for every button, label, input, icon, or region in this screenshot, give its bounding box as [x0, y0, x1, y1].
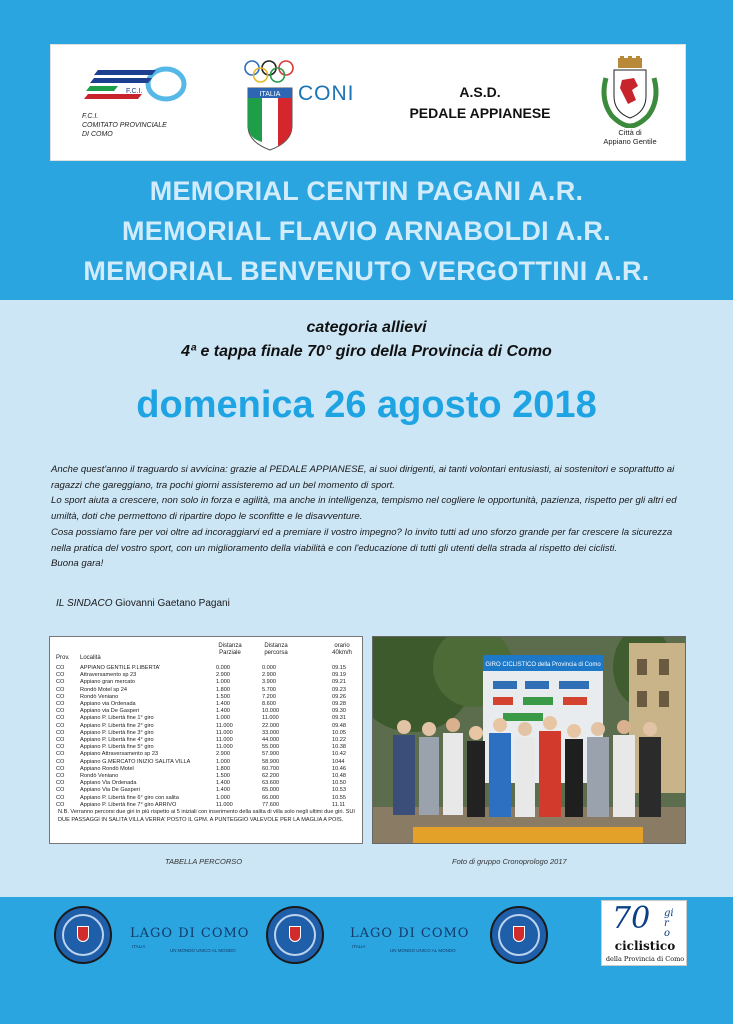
- cell-parz: 11.000: [216, 801, 233, 808]
- cell-perc: 11.000: [262, 715, 279, 722]
- cell-parz: 1.400: [216, 780, 230, 787]
- cell-loc: Appiano via Ordenada: [80, 701, 136, 707]
- cell-ora: 11.11: [332, 801, 346, 808]
- cell-ora: 10.46: [332, 765, 346, 772]
- memorial-titles: [0, 171, 733, 291]
- photo-caption: Foto di gruppo Cronoprologo 2017: [452, 857, 567, 866]
- cell-loc: Rondò Motel sp 24: [80, 686, 127, 693]
- city-crest: [598, 56, 662, 156]
- cell-prov: CO: [56, 780, 65, 787]
- event-date: domenica 26 agosto 2018: [136, 384, 597, 426]
- olympic-rings-icon: [242, 58, 298, 154]
- giro-word: giro: [664, 908, 674, 939]
- cell-parz: 11.000: [216, 722, 233, 729]
- cell-loc: Appiano P. Libertà fine 3° giro: [80, 729, 154, 736]
- cell-parz: 1.000: [216, 794, 230, 801]
- table-caption: TABELLA PERCORSO: [165, 857, 243, 866]
- cell-ora: 09.30: [332, 708, 346, 715]
- cell-prov: CO: [56, 765, 65, 772]
- signature-name: Giovanni Gaetano Pagani: [115, 598, 230, 609]
- cell-perc: 7.200: [262, 693, 276, 700]
- categoria-line: categoria allievi: [306, 319, 427, 336]
- giro-provincia: della Provincia di Como: [605, 955, 685, 963]
- group-photo-image: [373, 637, 686, 844]
- cell-perc: 60.700: [262, 765, 280, 772]
- header-orario: orario 40km/h: [332, 643, 352, 656]
- cell-ora: 09.28: [332, 701, 346, 707]
- cell-ora: 09.31: [332, 715, 346, 722]
- cell-parz: 11.000: [216, 729, 233, 736]
- cell-loc: Appiano gran mercato: [80, 679, 136, 686]
- cell-loc: Appiano Attraversamento sp 23: [80, 751, 159, 758]
- cell-loc: Rondò Veniano: [80, 773, 119, 779]
- fci-caption-line: F.C.I.: [82, 113, 99, 120]
- cell-prov: CO: [56, 744, 65, 751]
- cell-loc: Appiano G.MERCATO INIZIO SALITA VILLA: [80, 758, 191, 765]
- lago-italia: ITALIA: [352, 944, 366, 949]
- cell-perc: 65.000: [262, 787, 280, 794]
- cell-perc: 5.700: [262, 686, 276, 693]
- cell-loc: Appiano Via Ordenada: [80, 780, 137, 787]
- fci-logo-text: F.C.I.: [126, 88, 143, 95]
- cell-perc: 66.000: [262, 794, 280, 801]
- cell-loc: Rondò Veniano: [80, 693, 119, 700]
- cell-parz: 1.000: [216, 679, 230, 686]
- coni-wordmark: CONI: [298, 82, 355, 105]
- lago-di-como-logo: [350, 918, 470, 962]
- race-category: [0, 316, 733, 364]
- cell-prov: CO: [56, 686, 65, 693]
- cell-ora: 10.50: [332, 780, 346, 787]
- photo-banner-text: GIRO CICLISTICO della Provincia di Como: [485, 662, 601, 668]
- cell-parz: 1.400: [216, 787, 230, 794]
- cell-ora: 09.15: [332, 665, 346, 671]
- cell-loc: Appiano P. Libertà fine 4° giro: [80, 737, 154, 743]
- route-note: N.B. Verranno percorsi due giri in più rispetto ai 5 iniziali con inserimento della salita di villa solo negli ultimi due giri. SUI DUE PASSAGGI IN SALITA VILLA VERRA' POSTO IL GPM. A PUNTEGGIO VALEVOLE PER LA MAGLIA A POIS.: [58, 809, 355, 823]
- letter-paragraph: Anche quest'anno il traguardo si avvicina: grazie al PEDALE APPIANESE, ai suoi dirigenti, ai tanti volontari entusiasti, ai sostenitori e soprattutto ai ragazzi che gareggiano, tra pochi giorni assisteremo ad un bel momento di sport.: [51, 464, 675, 491]
- cell-perc: 33.000: [262, 729, 280, 736]
- cell-perc: 58.900: [262, 758, 280, 765]
- header-prov: Prov.: [56, 655, 70, 661]
- cell-prov: CO: [56, 679, 65, 686]
- cell-parz: 1.000: [216, 758, 230, 765]
- cell-ora: 10.42: [332, 751, 346, 758]
- cell-ora: 09.48: [332, 722, 346, 729]
- cell-perc: 0.000: [262, 665, 276, 671]
- cell-prov: CO: [56, 801, 65, 808]
- signature-title: IL SINDACO: [56, 598, 113, 609]
- cell-prov: CO: [56, 787, 65, 794]
- cell-loc: APPIANO GENTILE P.LIBERTA': [80, 665, 161, 671]
- cell-perc: 57.900: [262, 751, 280, 758]
- cell-ora: 09.21: [332, 679, 346, 686]
- header-dist-percorsa: Distanza percorsa: [264, 643, 288, 656]
- cell-ora: 10.48: [332, 773, 346, 779]
- cell-parz: 1.500: [216, 773, 230, 779]
- asd-line: A.S.D.: [459, 84, 501, 100]
- lago-italia: ITALIA: [132, 944, 146, 949]
- cell-prov: CO: [56, 722, 65, 729]
- giro-number: 70: [612, 901, 651, 936]
- route-table: [49, 636, 363, 844]
- cell-parz: 1.500: [216, 693, 230, 700]
- cell-prov: CO: [56, 751, 65, 758]
- lago-wordmark: LAGO DI COMO: [130, 926, 250, 941]
- fci-badge-icon: [54, 906, 112, 964]
- cell-ora: 09.23: [332, 686, 346, 693]
- group-photo: [372, 636, 686, 844]
- fci-badge-icon: [490, 906, 548, 964]
- coni-flag-text: ITALIA: [259, 91, 281, 98]
- cell-ora: 09.26: [332, 693, 346, 700]
- cell-ora: 10.55: [332, 794, 346, 801]
- giro-ciclistico: ciclistico: [614, 939, 676, 953]
- fci-caption-line: COMITATO PROVINCIALE: [82, 122, 167, 129]
- cell-perc: 10.000: [262, 708, 280, 715]
- fci-stripes-icon: [82, 64, 192, 110]
- lago-wordmark: LAGO DI COMO: [350, 926, 470, 941]
- cell-parz: 1.000: [216, 715, 230, 722]
- cell-loc: Appiano Rondò Motel: [80, 765, 134, 772]
- cell-ora: 10.22: [332, 737, 346, 743]
- cell-prov: CO: [56, 708, 65, 715]
- cell-perc: 8.600: [262, 701, 276, 707]
- cell-prov: CO: [56, 794, 65, 801]
- crest-shield-icon: [598, 56, 662, 128]
- lago-di-como-logo: [130, 918, 250, 962]
- letter-paragraph: Cosa possiamo fare per voi oltre ad incoraggiarvi ed a premiare il vostro impegno? Io invito tutti ad uno sforzo grande per far crescere la sicurezza nella pratica del vostro sport, con un miglioramento della viabilità e con l'educazione di tutti gli utenti della strada al rispetto dei ciclisti.: [51, 526, 673, 554]
- cell-parz: 11.000: [216, 744, 233, 751]
- memorial-title: MEMORIAL CENTIN PAGANI A.R.: [149, 176, 584, 206]
- cell-perc: 2.900: [262, 672, 276, 679]
- cell-loc: Appiano P. Libertà fine 1° giro: [80, 715, 154, 722]
- cell-ora: 1044: [332, 758, 345, 765]
- cell-parz: 11.000: [216, 737, 233, 743]
- cell-loc: Appiano via De Gasperi: [80, 708, 140, 715]
- cell-parz: 1.800: [216, 686, 230, 693]
- cell-loc: Appiano Via De Gasperi: [80, 787, 140, 794]
- lago-slogan: UN MONDO UNICO AL MONDO: [390, 948, 456, 953]
- cell-perc: 77.600: [262, 801, 280, 808]
- cell-loc: Attraversamento sp 23: [80, 672, 137, 679]
- cell-parz: 0.000: [216, 665, 230, 671]
- letter-paragraph: Lo sport aiuta a crescere, non solo in forza e agilità, ma anche in intelligenza, tempismo nel cogliere le opportunità, pazienza, rispetto per gli altri ed umiltà, doti che permettono di ripartire dopo le sconfitte e le disavventure.: [51, 495, 677, 523]
- letter-paragraph: Buona gara!: [51, 558, 104, 570]
- fci-caption-line: DI COMO: [82, 131, 113, 138]
- cell-prov: CO: [56, 701, 65, 707]
- cell-prov: CO: [56, 758, 65, 765]
- giro-70-logo: [601, 900, 687, 966]
- cell-loc: Appiano P. Libertà fine 6° giro con salita: [80, 794, 179, 801]
- cell-perc: 63.600: [262, 780, 280, 787]
- cell-ora: 10.53: [332, 787, 346, 794]
- coni-logo: [242, 58, 372, 154]
- city-caption-line: Città di: [618, 128, 642, 137]
- mayor-letter: [51, 462, 691, 572]
- header-dist-parziale: Distanza Parziale: [218, 643, 242, 656]
- asd-club-name: [392, 82, 568, 124]
- cell-parz: 1.400: [216, 708, 230, 715]
- cell-ora: 09.19: [332, 672, 346, 679]
- tappa-line: 4ª e tappa finale 70° giro della Provincia di Como: [181, 343, 552, 360]
- asd-club-line: PEDALE APPIANESE: [409, 105, 551, 121]
- cell-perc: 3.900: [262, 679, 276, 686]
- memorial-title: MEMORIAL FLAVIO ARNABOLDI A.R.: [122, 216, 611, 246]
- cell-perc: 62.200: [262, 773, 280, 779]
- cell-prov: CO: [56, 773, 65, 779]
- cell-prov: CO: [56, 715, 65, 722]
- cell-prov: CO: [56, 665, 65, 671]
- cell-ora: 10.05: [332, 729, 346, 736]
- cell-ora: 10.38: [332, 744, 346, 751]
- cell-prov: CO: [56, 737, 65, 743]
- city-caption-line: Appiano Gentile: [603, 137, 657, 146]
- fci-badge-icon: [266, 906, 324, 964]
- cell-perc: 22.000: [262, 722, 280, 729]
- cell-loc: Appiano P. Libertà fine 2° giro: [80, 722, 154, 729]
- cell-perc: 55.000: [262, 744, 280, 751]
- lago-slogan: UN MONDO UNICO AL MONDO: [170, 948, 236, 953]
- cell-loc: Appiano P. Libertà fine 7° giro ARRIVO: [80, 801, 177, 808]
- fci-logo: [82, 64, 192, 154]
- cell-parz: 1.800: [216, 765, 230, 772]
- header-localita: Località: [80, 655, 101, 661]
- cell-perc: 44.000: [262, 737, 280, 743]
- cell-loc: Appiano P. Libertà fine 5° giro: [80, 744, 154, 751]
- cell-prov: CO: [56, 672, 65, 679]
- memorial-title: MEMORIAL BENVENUTO VERGOTTINI A.R.: [83, 256, 650, 286]
- cell-parz: 1.400: [216, 701, 230, 707]
- cell-parz: 2.900: [216, 751, 230, 758]
- cell-prov: CO: [56, 693, 65, 700]
- cell-parz: 2.900: [216, 672, 230, 679]
- signature: [56, 598, 230, 609]
- cell-prov: CO: [56, 729, 65, 736]
